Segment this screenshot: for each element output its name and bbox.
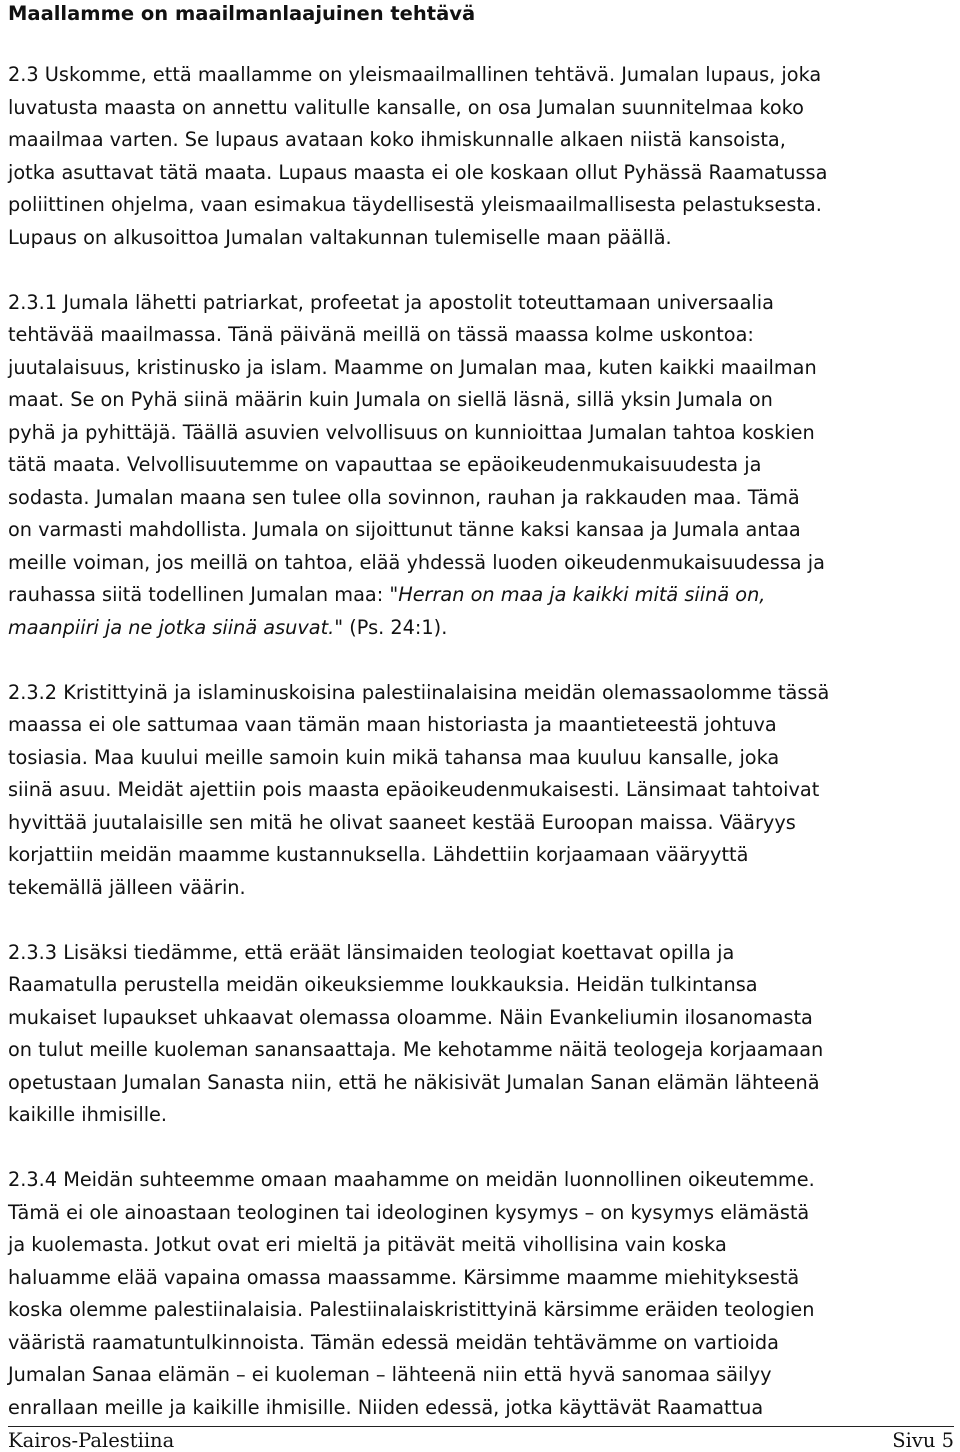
text-line: Lupaus on alkusoittoa Jumalan valtakunnan tulemiselle maan päällä. xyxy=(8,225,672,249)
text-line: pyhä ja pyhittäjä. Täällä asuvien velvollisuus on kunnioittaa Jumalan tahtoa koskien xyxy=(8,420,815,444)
text-line: siinä asuu. Meidät ajettiin pois maasta epäoikeudenmukaisesti. Länsimaat tahtoivat xyxy=(8,778,820,801)
text-line: maassa ei ole sattumaa vaan tämän maan historiasta ja maantieteestä johtuva xyxy=(8,713,777,736)
text-line: opetustaan Jumalan Sanasta niin, että he näkisivät Jumalan Sanan elämän lähteenä xyxy=(8,1070,820,1094)
paragraph-2-3-3 xyxy=(8,937,956,1132)
text-line: koska olemme palestiinalaisia. Palestiinalaiskristittyinä kärsimme eräiden teologien xyxy=(8,1298,815,1321)
paragraph-2-3-2 xyxy=(8,677,956,905)
text-line: 2.3.3 Lisäksi tiedämme, että eräät länsimaiden teologiat koettavat opilla ja xyxy=(8,940,735,964)
scripture-reference: " (Ps. 24:1). xyxy=(334,615,448,639)
footer-page-number: Sivu 5 xyxy=(892,1429,954,1452)
scripture-quote: maanpiiri ja ne jotka siinä asuvat. xyxy=(8,615,335,639)
text-line: tätä maata. Velvollisuutemme on vapauttaa se epäoikeudenmukaisuudesta ja xyxy=(8,453,762,476)
text-line: tekemällä jälleen väärin. xyxy=(8,875,246,899)
text-run: rauhassa siitä todellinen Jumalan maa: xyxy=(8,583,390,606)
text-line: luvatusta maasta on annettu valitulle kansalle, on osa Jumalan suunnitelmaa koko xyxy=(8,95,804,119)
text-line: maailmaa varten. Se lupaus avataan koko ihmiskunnalle alkaen niistä kansoista, xyxy=(8,128,786,151)
paragraph-2-3 xyxy=(8,59,956,254)
document-page xyxy=(8,0,956,1424)
text-line: maat. Se on Pyhä siinä määrin kuin Jumala on siellä läsnä, sillä yksin Jumala on xyxy=(8,388,773,411)
text-line: enrallaan meille ja kaikille ihmisille. Niiden edessä, jotka käyttävät Raamattua xyxy=(8,1395,764,1419)
footer-divider xyxy=(8,1426,954,1427)
text-line: hyvittää juutalaisille sen mitä he olivat saaneet kestää Euroopan maissa. Vääryys xyxy=(8,810,796,834)
text-line: meille voiman, jos meillä on tahtoa, elää yhdessä luoden oikeudenmukaisuudessa ja xyxy=(8,550,825,574)
text-line: sodasta. Jumalan maana sen tulee olla sovinnon, rauhan ja rakkauden maa. Tämä xyxy=(8,485,800,509)
text-line: vääristä raamatuntulkinnoista. Tämän edessä meidän tehtävämme on vartioida xyxy=(8,1330,779,1354)
text-line: 2.3 Uskomme, että maallamme on yleismaailmallinen tehtävä. Jumalan lupaus, joka xyxy=(8,63,822,86)
text-line: mukaiset lupaukset uhkaavat olemassa oloamme. Näin Evankeliumin ilosanomasta xyxy=(8,1005,813,1029)
text-line: jotka asuttavat tätä maata. Lupaus maasta ei ole koskaan ollut Pyhässä Raamatussa xyxy=(8,160,828,184)
text-line: ja kuolemasta. Jotkut ovat eri mieltä ja pitävät meitä vihollisina vain koska xyxy=(8,1233,727,1256)
text-line: juutalaisuus, kristinusko ja islam. Maamme on Jumalan maa, kuten kaikki maailman xyxy=(8,355,817,379)
page-footer xyxy=(8,1430,954,1451)
text-line xyxy=(8,579,956,612)
paragraph-2-3-1 xyxy=(8,287,956,645)
text-line xyxy=(8,612,956,645)
text-line: poliittinen ohjelma, vaan esimakua täydellisestä yleismaailmallisesta pelastuksesta. xyxy=(8,193,822,216)
text-line: 2.3.1 Jumala lähetti patriarkat, profeetat ja apostolit toteuttamaan universaalia xyxy=(8,290,774,314)
text-line: Jumalan Sanaa elämän – ei kuoleman – lähteenä niin että hyvä sanomaa säilyy xyxy=(8,1363,772,1386)
text-line: Tämä ei ole ainoastaan teologinen tai ideologinen kysymys – on kysymys elämästä xyxy=(8,1200,810,1224)
scripture-quote: "Herran on maa ja kaikki mitä siinä on, xyxy=(389,583,766,606)
text-line: haluamme elää vapaina omassa maassamme. Kärsimme maamme miehityksestä xyxy=(8,1265,800,1289)
footer-publication: Kairos-Palestiina xyxy=(8,1429,175,1452)
text-line: korjattiin meidän maamme kustannuksella. Lähdettiin korjaamaan vääryyttä xyxy=(8,843,749,866)
text-line: 2.3.4 Meidän suhteemme omaan maahamme on meidän luonnollinen oikeutemme. xyxy=(8,1168,815,1191)
text-line: on varmasti mahdollista. Jumala on sijoittunut tänne kaksi kansaa ja Jumala antaa xyxy=(8,518,801,541)
text-line: tosiasia. Maa kuului meille samoin kuin mikä tahansa maa kuuluu kansalle, joka xyxy=(8,745,780,769)
paragraph-2-3-4 xyxy=(8,1164,956,1424)
text-line: tehtävää maailmassa. Tänä päivänä meillä on tässä maassa kolme uskontoa: xyxy=(8,323,754,346)
text-line: kaikille ihmisille. xyxy=(8,1103,168,1126)
section-heading: Maallamme on maailmanlaajuinen tehtävä xyxy=(8,2,476,25)
text-line: Raamatulla perustella meidän oikeuksiemme loukkauksia. Heidän tulkintansa xyxy=(8,973,758,996)
text-line: 2.3.2 Kristittyinä ja islaminuskoisina palestiinalaisina meidän olemassaolomme tässä xyxy=(8,680,830,704)
text-line: on tulut meille kuoleman sanansaattaja. Me kehotamme näitä teologeja korjaamaan xyxy=(8,1038,824,1061)
